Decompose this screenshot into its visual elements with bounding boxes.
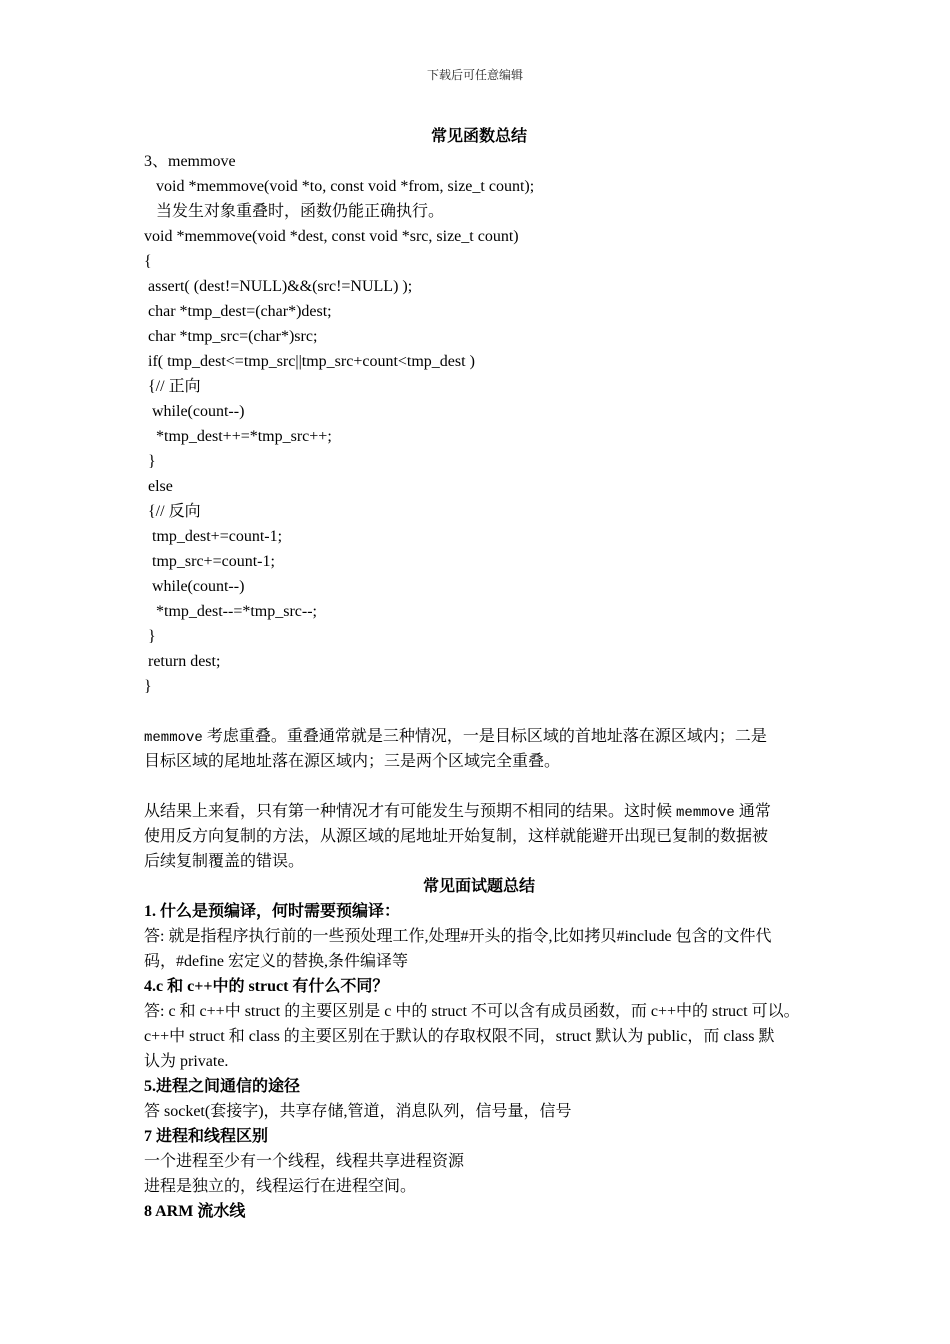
spacer	[144, 699, 814, 724]
code-line: if( tmp_dest<=tmp_src||tmp_src+count<tmp_dest )	[144, 353, 475, 370]
paragraph-text: 考虑重叠。重叠通常就是三种情况，一是目标区域的首地址落在源区域内；二是	[202, 728, 767, 745]
page-header-note: 下载后可任意编辑	[426, 68, 523, 82]
code-line: 3、memmove	[144, 153, 236, 170]
code-line: {// 反向	[144, 503, 201, 520]
answer-line: 答: 就是指程序执行前的一些预处理工作,处理#开头的指令,比如拷贝#include 包含的文件代	[144, 928, 772, 945]
question-heading: 1. 什么是预编译，何时需要预编译：	[144, 903, 401, 920]
code-line: void *memmove(void *to, const void *from, size_t count);	[144, 178, 535, 195]
code-line: while(count--)	[144, 403, 245, 420]
code-line: {	[144, 253, 152, 270]
inline-code: memmove	[144, 730, 203, 746]
code-line: {// 正向	[144, 378, 201, 395]
code-line: return dest;	[144, 653, 221, 670]
section-title-interview: 常见面试题总结	[422, 878, 535, 895]
question-heading: 8 ARM 流水线	[144, 1203, 246, 1220]
paragraph-line: 后续复制覆盖的错误。	[144, 853, 305, 870]
answer-line: 进程是独立的，线程运行在进程空间。	[144, 1178, 417, 1195]
paragraph-line: 使用反方向复制的方法，从源区域的尾地址开始复制，这样就能避开出现已复制的数据被	[144, 828, 769, 845]
code-line: else	[144, 478, 173, 495]
paragraph-line	[144, 724, 814, 749]
code-line: *tmp_dest--=*tmp_src--;	[144, 603, 317, 620]
code-line: 当发生对象重叠时，函数仍能正确执行。	[144, 203, 445, 220]
code-line: while(count--)	[144, 578, 245, 595]
paragraph-overlap-cases	[144, 724, 814, 774]
answer-line: 答: c 和 c++中 struct 的主要区别是 c 中的 struct 不可以含有成员函数，而 c++中的 struct 可以。	[144, 1003, 800, 1020]
answer-line: 答 socket(套接字)，共享存储,管道，消息队列，信号量，信号	[144, 1103, 572, 1120]
paragraph-line: 目标区域的尾地址落在源区域内；三是两个区域完全重叠。	[144, 753, 561, 770]
code-line: *tmp_dest++=*tmp_src++;	[144, 428, 332, 445]
question-heading: 4.c 和 c++中的 struct 有什么不同？	[144, 978, 389, 995]
paragraph-line	[144, 799, 814, 824]
question-heading: 5.进程之间通信的途径	[144, 1078, 301, 1095]
section-title-functions: 常见函数总结	[430, 128, 527, 145]
code-line: }	[144, 453, 156, 470]
code-line: void *memmove(void *dest, const void *src, size_t count)	[144, 228, 519, 245]
code-line: assert( (dest!=NULL)&&(src!=NULL) );	[144, 278, 413, 295]
code-line: tmp_src+=count-1;	[144, 553, 275, 570]
code-line: tmp_dest+=count-1;	[144, 528, 283, 545]
code-line: }	[144, 628, 156, 645]
spacer	[144, 774, 814, 799]
qa-list	[144, 899, 814, 1224]
memmove-code-block	[144, 149, 814, 699]
answer-line: 认为 private.	[144, 1053, 229, 1070]
paragraph-text: 通常	[734, 803, 771, 820]
answer-line: c++中 struct 和 class 的主要区别在于默认的存取权限不同，struct 默认为 public，而 class 默	[144, 1028, 775, 1045]
question-heading: 7 进程和线程区别	[144, 1128, 269, 1145]
answer-line: 码，#define 宏定义的替换,条件编译等	[144, 953, 408, 970]
answer-line: 一个进程至少有一个线程，线程共享进程资源	[144, 1153, 465, 1170]
inline-code: memmove	[676, 805, 735, 821]
code-line: char *tmp_dest=(char*)dest;	[144, 303, 332, 320]
paragraph-text: 从结果上来看，只有第一种情况才有可能发生与预期不相同的结果。这时候	[144, 803, 677, 820]
document-body	[144, 124, 814, 1224]
code-line: }	[144, 678, 152, 695]
code-line: char *tmp_src=(char*)src;	[144, 328, 318, 345]
paragraph-result	[144, 799, 814, 874]
